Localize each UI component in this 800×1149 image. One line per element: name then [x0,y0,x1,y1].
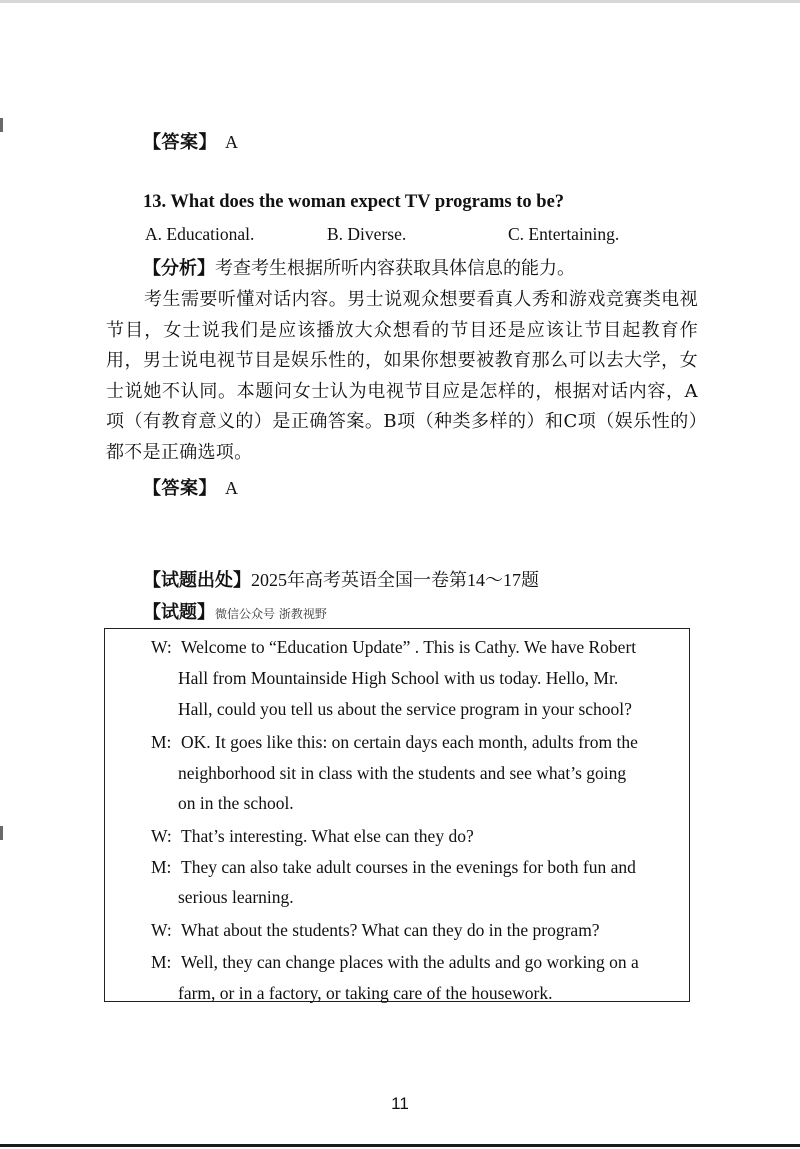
dialogue-line: That’s interesting. What else can they do? [181,826,474,846]
dialogue-line: neighborhood sit in class with the students and see what’s going [178,763,627,783]
question-title: 13. What does the woman expect TV programs to be? [143,192,565,212]
dialogue-speaker: W: [151,826,172,846]
trial-header [143,598,327,624]
scan-edge-mark [0,826,3,840]
option-c: C. Entertaining. [508,224,620,244]
analysis-label: 【分析】 [143,258,215,279]
option-b: B. Diverse. [327,224,407,244]
page-number: 11 [391,1094,409,1113]
dialogue-line: Hall from Mountainside High School with us today. Hello, Mr. [178,668,619,688]
dialogue-line: OK. It goes like this: on certain days each month, adults from the [181,732,638,752]
dialogue-speaker: M: [151,857,172,877]
scan-bottom-edge [0,1144,800,1147]
answer-line-top [143,128,239,154]
dialogue-speaker: M: [151,952,172,972]
dialogue-line: Well, they can change places with the adults and go working on a [181,952,639,972]
watermark-text: 微信公众号 浙教视野 [215,607,327,621]
dialogue-line: They can also take adult courses in the evenings for both fun and [181,857,636,877]
scan-top-edge [0,0,800,3]
dialogue-line: farm, or in a factory, or taking care of the housework. [178,983,553,1003]
trial-label: 【试题】 [143,602,215,623]
answer-value: A [225,478,239,498]
analysis-summary: 考查考生根据所听内容获取具体信息的能力。 [215,258,575,279]
dialogue-line: on in the school. [178,793,294,813]
dialogue-line: What about the students? What can they do in the program? [181,920,600,940]
source-label: 【试题出处】 [143,570,251,591]
question-source [143,566,539,592]
scan-edge-mark [0,118,3,132]
dialogue-line: Welcome to “Education Update” . This is Cathy. We have Robert [181,637,637,657]
option-a: A. Educational. [145,224,255,244]
dialogue-line: Hall, could you tell us about the service program in your school? [178,699,632,719]
dialogue-line: serious learning. [178,887,294,907]
dialogue-speaker: M: [151,732,172,752]
answer-label: 【答案】 [143,478,217,499]
answer-value: A [225,132,239,152]
analysis-paragraph: 考生需要听懂对话内容。男士说观众想要看真人秀和游戏竞赛类电视节目，女士说我们是应该播放大众想看的节目还是应该让节目起教育作用，男士说电视节目是娱乐性的，如果你想要被教育那么可以去大学，女士说她不认同。本题问女士认为电视节目应是怎样的，根据对话内容，A项（有教育意义的）是正确答案。B项（种类多样的）和C项（娱乐性的）都不是正确选项。 [106,289,698,463]
dialogue-speaker: W: [151,920,172,940]
source-text: 2025年高考英语全国一卷第14～17题 [251,570,539,590]
dialogue-speaker: W: [151,637,172,657]
analysis-header [143,254,575,280]
answer-line-bottom [143,474,239,500]
answer-label: 【答案】 [143,132,217,153]
